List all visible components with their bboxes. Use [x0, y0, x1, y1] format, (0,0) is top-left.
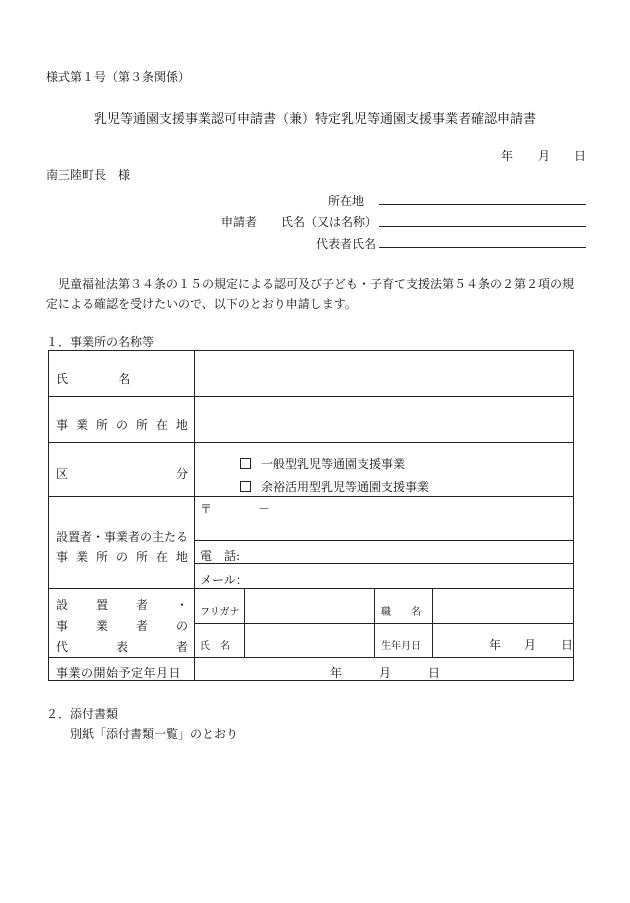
postal-dash: －: [258, 502, 271, 516]
rep-label-line-3: 代 表 者: [56, 640, 188, 654]
body-line-1: 児童福祉法第３４条の１５の規定による認可及び子ども・子育て支援法第５４条の２第２項の規: [58, 277, 575, 291]
category-label: 区 分: [56, 467, 188, 481]
date-month-label: 月: [538, 149, 551, 163]
facility-address-input[interactable]: [196, 398, 572, 442]
body-line-2: 定による確認を受けたいので、以下のとおり申請します。: [46, 297, 357, 311]
facility-name-label: 氏 名: [56, 372, 131, 386]
birth-year-label: 年: [489, 638, 502, 652]
name-field[interactable]: [379, 226, 586, 227]
start-date-label: 事業の開始予定年月日: [56, 666, 182, 680]
rep-name-input[interactable]: [246, 624, 374, 657]
hq-label-line-1: 設置者・事業者の主たる: [56, 530, 189, 544]
birth-month-label: 月: [524, 638, 537, 652]
postal-mark: 〒: [200, 502, 213, 516]
category-option-surplus[interactable]: 余裕活用型乳児等通園支援事業: [240, 478, 429, 495]
representative-label: 代表者氏名: [316, 237, 377, 251]
address-field[interactable]: [379, 204, 586, 205]
facility-name-input[interactable]: [196, 352, 572, 396]
page-title: 乳児等通園支援事業認可申請書（兼）特定乳児等通園支援事業者確認申請書: [93, 112, 536, 127]
position-label: 職 名: [381, 607, 421, 618]
facility-address-label: 事 業 所 の 所 在 地: [56, 418, 188, 432]
start-day-label: 日: [428, 666, 441, 680]
address-label: 所在地: [328, 194, 365, 208]
start-month-label: 月: [379, 666, 392, 680]
furigana-input[interactable]: [246, 589, 374, 623]
mail-label: メール：: [200, 573, 248, 587]
category-option-general[interactable]: 一般型乳児等通園支援事業: [240, 455, 405, 472]
rep-label-line-2: 事 業 者 の: [56, 619, 188, 633]
form-number: 様式第１号（第３条関係）: [46, 70, 191, 84]
start-year-label: 年: [330, 666, 343, 680]
furigana-label: フリガナ: [200, 607, 240, 618]
applicant-heading: 申請者: [221, 215, 258, 229]
tel-label: 電 話:: [200, 549, 241, 563]
position-input[interactable]: [434, 589, 572, 623]
name-label: 氏名（又は名称）: [281, 215, 378, 229]
addressee: 南三陸町長 様: [46, 168, 131, 182]
section-2-heading: ２．添付書類: [46, 707, 119, 721]
hq-label-line-2: 事 業 所 の 所 在 地: [56, 550, 188, 564]
attachments-text: 別紙「添付書類一覧」のとおり: [70, 727, 239, 741]
representative-field[interactable]: [379, 247, 586, 248]
checkbox-general[interactable]: [240, 458, 251, 469]
birthdate-label: 生年月日: [381, 641, 421, 652]
date-year-label: 年: [501, 149, 514, 163]
section-1-heading: １．事業所の名称等: [46, 335, 155, 349]
birth-day-label: 日: [561, 638, 574, 652]
rep-name-label: 氏 名: [200, 641, 230, 652]
checkbox-surplus[interactable]: [240, 481, 251, 492]
rep-label-line-1: 設 置 者 ・: [56, 598, 188, 612]
date-day-label: 日: [574, 149, 587, 163]
